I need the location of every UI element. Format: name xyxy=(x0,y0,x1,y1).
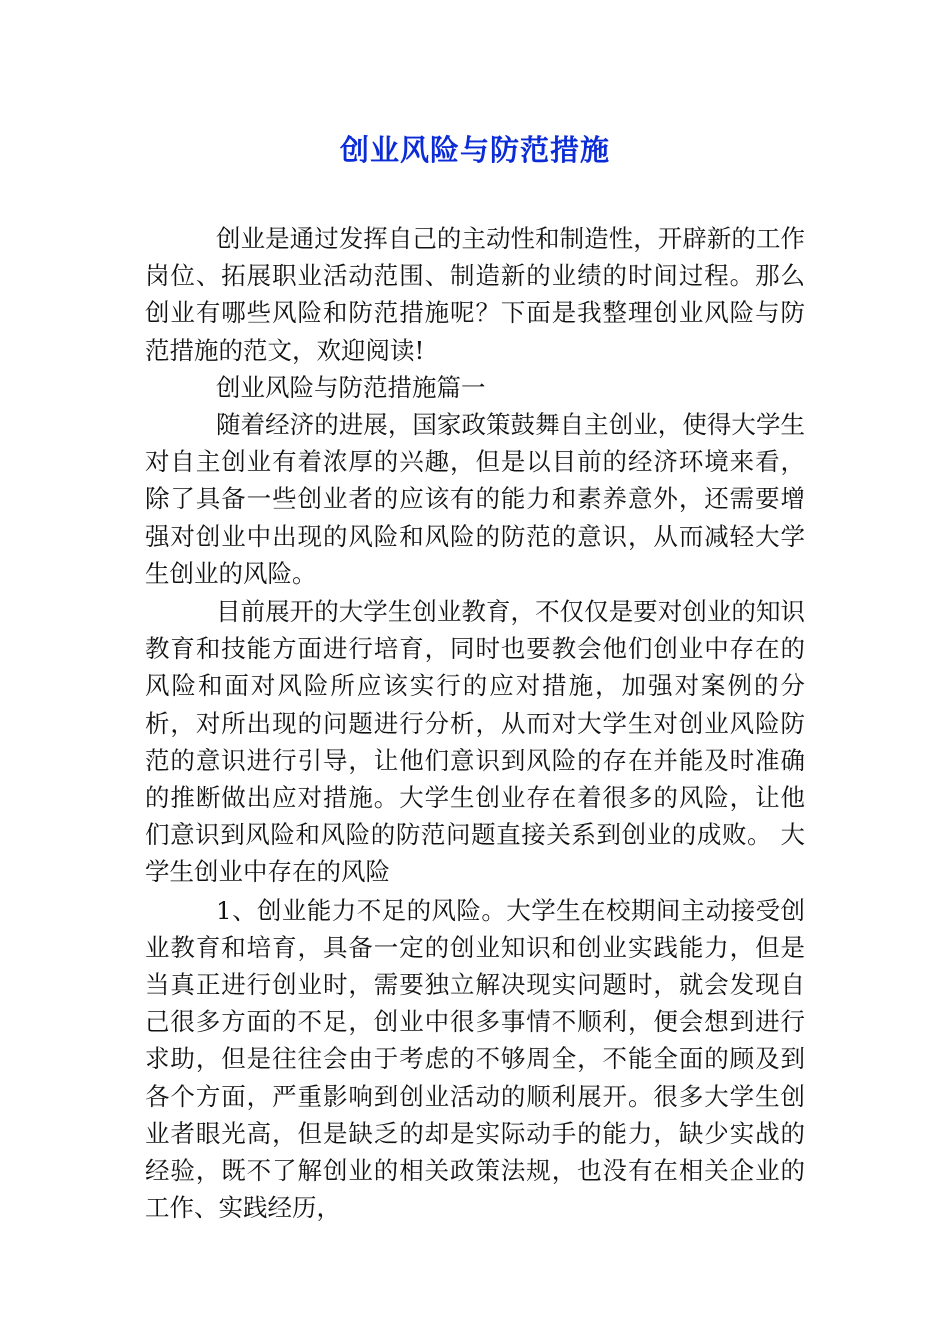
paragraph-risk-1: 1、创业能力不足的风险。大学生在校期间主动接受创业教育和培育，具备一定的创业知识和创业实践能力，但是当真正进行创业时，需要独立解决现实问题时，就会发现自己很多方面的不足，创业中很多事情不顺利，便会想到进行求助，但是往往会由于考虑的不够周全，不能全面的顾及到各个方面，严重影响到创业活动的顺利展开。很多大学生创业者眼光高，但是缺乏的却是实际动手的能力，缺少实战的经验，既不了解创业的相关政策法规，也没有在相关企业的工作、实践经历， xyxy=(145,895,805,1223)
document-title: 创业风险与防范措施 xyxy=(339,133,610,167)
paragraph-background: 随着经济的进展，国家政策鼓舞自主创业，使得大学生对自主创业有着浓厚的兴趣，但是以目前的经济环境来看，除了具备一些创业者的应该有的能力和素养意外，还需要增强对创业中出现的风险和风险的防范的意识，从而减轻大学生创业的风险。 xyxy=(145,410,805,588)
paragraph-education: 目前展开的大学生创业教育，不仅仅是要对创业的知识教育和技能方面进行培育，同时也要教会他们创业中存在的风险和面对风险所应该实行的应对措施，加强对案例的分析，对所出现的问题进行分析，从而对大学生对创业风险防范的意识进行引导，让他们意识到风险的存在并能及时准确的推断做出应对措施。大学生创业存在着很多的风险，让他们意识到风险和风险的防范问题直接关系到创业的成败。 大学生创业中存在的风险 xyxy=(145,597,805,887)
document-body xyxy=(145,220,805,1226)
paragraph-intro: 创业是通过发挥自己的主动性和制造性，开辟新的工作岗位、拓展职业活动范围、制造新的业绩的时间过程。那么创业有哪些风险和防范措施呢？下面是我整理创业风险与防范措施的范文，欢迎阅读! xyxy=(145,224,805,365)
section-heading: 创业风险与防范措施篇一 xyxy=(216,372,486,402)
